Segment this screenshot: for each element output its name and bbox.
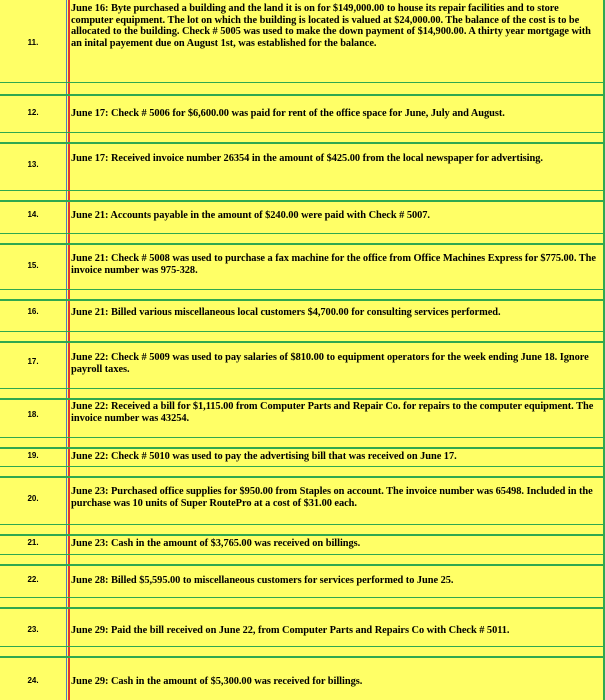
row-divider: [0, 607, 605, 609]
entry-number: 20.: [27, 494, 39, 503]
row-divider: [0, 142, 605, 144]
entry-text: June 17: Received invoice number 26354 in the amount of $425.00 from the local newspaper for advertising.: [71, 153, 543, 164]
row-divider: [0, 466, 605, 467]
entry-number: 12.: [27, 108, 39, 117]
entry-number: 17.: [27, 357, 39, 366]
entry-text: June 29: Cash in the amount of $5,300.00 was received for billings.: [71, 676, 363, 687]
entry-text: June 21: Billed various miscellaneous local customers $4,700.00 for consulting services performed.: [71, 307, 501, 318]
row-divider: [0, 200, 605, 202]
row-divider: [0, 534, 605, 536]
row-divider: [0, 564, 605, 566]
row-divider: [0, 524, 605, 525]
row-divider: [0, 476, 605, 478]
row-divider: [0, 94, 605, 96]
entry-number: 14.: [27, 210, 39, 219]
row-divider: [0, 190, 605, 191]
entry-number: 19.: [27, 451, 39, 460]
row-divider: [0, 398, 605, 400]
entry-number: 16.: [27, 307, 39, 316]
row-divider: [0, 233, 605, 234]
margin-line-red: [68, 0, 70, 700]
entry-text: June 22: Received a bill for $1,115.00 from Computer Parts and Repair Co. for repairs to the computer equipment. The invoice number was 43254.: [71, 401, 594, 424]
row-divider: [0, 437, 605, 438]
row-divider: [0, 82, 605, 83]
entry-text: June 29: Paid the bill received on June 22, from Computer Parts and Repairs Co with Check # 5011.: [71, 625, 510, 636]
row-divider: [0, 388, 605, 389]
row-divider: [0, 132, 605, 133]
entry-text: June 28: Billed $5,595.00 to miscellaneous customers for services performed to June 25.: [71, 575, 454, 586]
row-divider: [0, 597, 605, 598]
row-divider: [0, 299, 605, 301]
row-divider: [0, 447, 605, 449]
row-divider: [0, 289, 605, 290]
row-divider: [0, 331, 605, 332]
entry-number: 22.: [27, 575, 39, 584]
row-divider: [0, 554, 605, 555]
entry-number: 21.: [27, 538, 39, 547]
entry-text: June 23: Cash in the amount of $3,765.00 was received on billings.: [71, 538, 361, 549]
entry-text: June 22: Check # 5009 was used to pay salaries of $810.00 to equipment operators for the week ending June 18. Ignore payroll taxes.: [71, 352, 589, 375]
entry-text: June 17: Check # 5006 for $6,600.00 was paid for rent of the office space for June, July and August.: [71, 108, 505, 119]
entry-text: June 22: Check # 5010 was used to pay the advertising bill that was received on June 17.: [71, 451, 457, 462]
entry-number: 24.: [27, 676, 39, 685]
entry-text: June 21: Check # 5008 was used to purchase a fax machine for the office from Office Machines Express for $775.00. The invoice number was 975-328.: [71, 253, 596, 276]
row-divider: [0, 243, 605, 245]
entry-number: 11.: [27, 38, 39, 47]
entry-number: 18.: [27, 410, 39, 419]
row-divider: [0, 341, 605, 343]
row-divider: [0, 646, 605, 647]
entry-number: 13.: [27, 160, 39, 169]
margin-line-blue: [66, 0, 67, 700]
entry-text: June 23: Purchased office supplies for $950.00 from Staples on account. The invoice number was 65498. Included in the purchase was 10 units of Super RoutePro at a cost of $31.00 each.: [71, 486, 593, 509]
entry-text: June 21: Accounts payable in the amount of $240.00 were paid with Check # 5007.: [71, 210, 430, 221]
entry-number: 23.: [27, 625, 39, 634]
row-divider: [0, 656, 605, 658]
entry-text: June 16: Byte purchased a building and the land it is on for $149,000.00 to house its repair facilities and to store computer equipment. The lot on which the building is located is valued at $24,000.00. The balance of the cost is to be allocated to the building. Check # 5005 was used to make the down payment of $14,900.00. A thirty year mortgage with an inital payement due on August 1st, was established for the balance.: [71, 3, 591, 49]
entry-number: 15.: [27, 261, 39, 270]
